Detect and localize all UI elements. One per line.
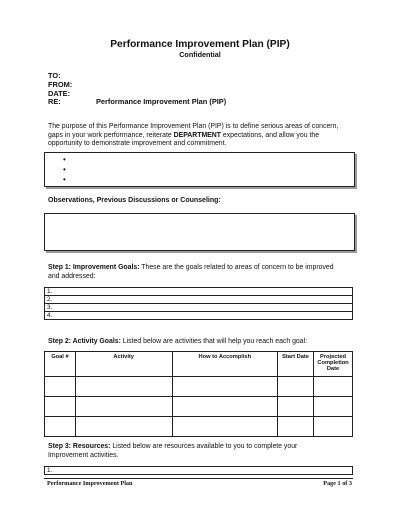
bullet-2: • xyxy=(63,165,66,174)
step2-label: Step 2: Activity Goals: xyxy=(48,338,121,345)
goal-row[interactable] xyxy=(45,304,353,312)
table-cell[interactable] xyxy=(172,417,278,437)
step3-line-2: Improvement activities. xyxy=(48,451,119,459)
observations-box[interactable] xyxy=(44,213,355,251)
re-label: RE: xyxy=(48,97,61,106)
step1-text-a: These are the goals related to areas of concern to be improved xyxy=(139,264,334,271)
table-row[interactable] xyxy=(45,397,353,417)
goal-cell[interactable]: 2. xyxy=(45,296,353,304)
header-goal: Goal # xyxy=(45,352,76,377)
header-projected-date: Projected Completion Date xyxy=(314,352,353,377)
table-cell[interactable] xyxy=(172,397,278,417)
table-header-row xyxy=(45,352,353,377)
intro-line-1: The purpose of this Performance Improvement Plan (PIP) is to define serious areas of concern, xyxy=(48,123,339,130)
footer-left-text: Performance Improvement Plan xyxy=(47,480,133,487)
goal-cell[interactable]: 4. xyxy=(45,312,353,320)
table-cell[interactable] xyxy=(314,397,353,417)
resources-table xyxy=(44,466,353,475)
department-emphasis: DEPARTMENT xyxy=(173,131,221,139)
table-cell[interactable] xyxy=(278,377,314,397)
to-label: TO: xyxy=(48,71,61,80)
resource-cell[interactable]: 1. xyxy=(45,467,353,475)
table-cell[interactable] xyxy=(314,377,353,397)
step1-line-2: and addressed: xyxy=(48,272,96,280)
observations-heading: Observations, Previous Discussions or Counseling: xyxy=(48,197,221,204)
table-cell[interactable] xyxy=(45,397,76,417)
intro-line-2 xyxy=(48,132,358,141)
confidential-label: Confidential xyxy=(179,50,221,59)
goal-row[interactable] xyxy=(45,296,353,304)
step1-paragraph xyxy=(48,264,358,281)
step3-line-1 xyxy=(48,443,358,452)
table-cell[interactable] xyxy=(75,417,172,437)
step3-paragraph xyxy=(48,443,358,460)
table-cell[interactable] xyxy=(75,377,172,397)
activity-goals-table xyxy=(44,351,353,437)
step3-label: Step 3: Resources: xyxy=(48,443,111,450)
goal-row[interactable] xyxy=(45,312,353,320)
table-cell[interactable] xyxy=(45,377,76,397)
header-how: How to Accomplish xyxy=(172,352,278,377)
bullet-3: • xyxy=(63,175,66,184)
table-cell[interactable] xyxy=(75,397,172,417)
concerns-box[interactable] xyxy=(44,152,355,187)
table-cell[interactable] xyxy=(278,417,314,437)
header-start-date: Start Date xyxy=(278,352,314,377)
page-number: Page 1 of 3 xyxy=(323,480,352,487)
document-title: Performance Improvement Plan (PIP) xyxy=(110,39,290,50)
table-cell[interactable] xyxy=(278,397,314,417)
table-cell[interactable] xyxy=(314,417,353,437)
table-row[interactable] xyxy=(45,377,353,397)
step1-label: Step 1: Improvement Goals: xyxy=(48,264,140,271)
bullet-1: • xyxy=(63,155,66,164)
table-cell[interactable] xyxy=(172,377,278,397)
goal-row[interactable] xyxy=(45,288,353,296)
step2-paragraph xyxy=(48,338,358,347)
intro-line-2c: expectations, and allow you the xyxy=(220,131,320,139)
step1-line-1 xyxy=(48,264,358,273)
footer-divider xyxy=(44,478,353,479)
resource-row[interactable] xyxy=(45,467,353,475)
table-row[interactable] xyxy=(45,417,353,437)
date-label: DATE: xyxy=(48,89,71,98)
step3-text-a: Listed below are resources available to you to complete your xyxy=(110,443,298,450)
table-cell[interactable] xyxy=(45,417,76,437)
header-activity: Activity xyxy=(75,352,172,377)
improvement-goals-table xyxy=(44,287,353,320)
goal-cell[interactable]: 3. xyxy=(45,304,353,312)
intro-line-3: opportunity to demonstrate improvement and commitment. xyxy=(48,140,227,148)
re-value: Performance Improvement Plan (PIP) xyxy=(96,97,227,106)
intro-paragraph xyxy=(48,123,358,149)
goal-cell[interactable]: 1. xyxy=(45,288,353,296)
intro-line-2a: gaps in your work performance, reiterate xyxy=(48,131,174,139)
from-label: FROM: xyxy=(48,80,73,89)
step2-text: Listed below are activities that will help you reach each goal: xyxy=(120,338,308,345)
